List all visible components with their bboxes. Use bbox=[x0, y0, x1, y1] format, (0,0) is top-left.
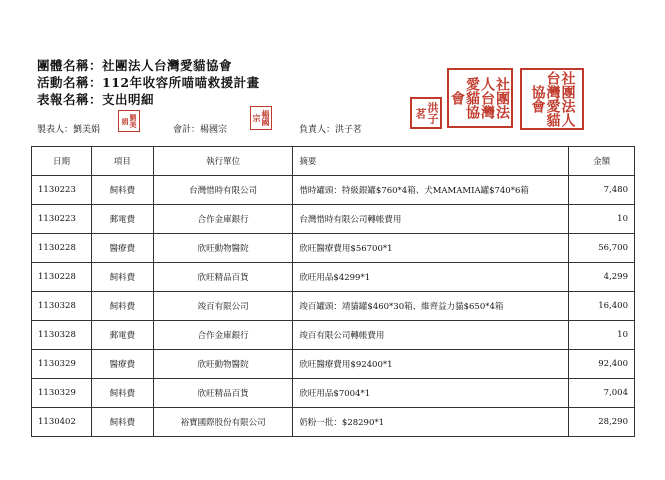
organization-name: 團體名稱：社團法人台灣愛貓協會 bbox=[37, 58, 233, 73]
table-row bbox=[32, 205, 635, 234]
cell-date: 1130228 bbox=[32, 234, 92, 263]
report-name: 表報名稱：支出明細 bbox=[37, 92, 155, 107]
table-row bbox=[32, 234, 635, 263]
organization-seal-1: 社團法人台灣愛貓協會 bbox=[447, 68, 513, 128]
cell-unit: 欣旺動物醫院 bbox=[153, 234, 293, 263]
cell-date: 1130328 bbox=[32, 321, 92, 350]
cell-date: 1130223 bbox=[32, 176, 92, 205]
table-row bbox=[32, 379, 635, 408]
table-header-row bbox=[32, 147, 635, 176]
table-row bbox=[32, 321, 635, 350]
document-header bbox=[37, 57, 260, 108]
organization-seal-2: 社團法人台灣愛貓協會 bbox=[520, 68, 584, 130]
cell-unit: 竣百有限公司 bbox=[153, 292, 293, 321]
cell-description: 奶粉一批：$28290*1 bbox=[293, 408, 569, 437]
table-row bbox=[32, 292, 635, 321]
table-row bbox=[32, 408, 635, 437]
table-row bbox=[32, 176, 635, 205]
preparer-seal: 劉美娟 bbox=[118, 110, 140, 132]
cell-amount: 4,299 bbox=[569, 263, 635, 292]
cell-date: 1130329 bbox=[32, 379, 92, 408]
cell-amount: 7,480 bbox=[569, 176, 635, 205]
cell-unit: 台灣惜時有限公司 bbox=[153, 176, 293, 205]
cell-unit: 裕寶國際股份有限公司 bbox=[153, 408, 293, 437]
cell-unit: 合作金庫銀行 bbox=[153, 205, 293, 234]
cell-item: 醫療費 bbox=[91, 234, 153, 263]
responsible-label: 負責人：洪子茗 bbox=[299, 125, 363, 135]
table-row bbox=[32, 263, 635, 292]
column-header-amount: 金額 bbox=[569, 147, 635, 176]
column-header-item: 項目 bbox=[91, 147, 153, 176]
cell-unit: 欣旺動物醫院 bbox=[153, 350, 293, 379]
cell-amount: 92,400 bbox=[569, 350, 635, 379]
cell-description: 欣旺醫療費用$92400*1 bbox=[293, 350, 569, 379]
cell-item: 醫療費 bbox=[91, 350, 153, 379]
cell-item: 飼料費 bbox=[91, 176, 153, 205]
cell-unit: 欣旺精品百貨 bbox=[153, 263, 293, 292]
cell-date: 1130402 bbox=[32, 408, 92, 437]
cell-item: 飼料費 bbox=[91, 379, 153, 408]
cell-description: 台灣惜時有限公司轉帳費用 bbox=[293, 205, 569, 234]
cell-item: 郵電費 bbox=[91, 321, 153, 350]
cell-description: 欣旺醫療費用$56700*1 bbox=[293, 234, 569, 263]
cell-unit: 欣旺精品百貨 bbox=[153, 379, 293, 408]
cell-item: 郵電費 bbox=[91, 205, 153, 234]
cell-item: 飼料費 bbox=[91, 408, 153, 437]
cell-description: 欣旺用品$7004*1 bbox=[293, 379, 569, 408]
cell-amount: 7,004 bbox=[569, 379, 635, 408]
cell-date: 1130223 bbox=[32, 205, 92, 234]
table-row bbox=[32, 350, 635, 379]
cell-description: 竣百罐頭：靖貓罐$460*30箱、維齊益力貓$650*4箱 bbox=[293, 292, 569, 321]
cell-date: 1130228 bbox=[32, 263, 92, 292]
responsible-seal: 洪子茗 bbox=[410, 97, 442, 129]
preparer-label: 製表人：劉美娟 bbox=[37, 125, 101, 135]
cell-amount: 56,700 bbox=[569, 234, 635, 263]
column-header-unit: 執行單位 bbox=[153, 147, 293, 176]
event-name: 活動名稱：112年收容所喵喵救援計畫 bbox=[37, 75, 260, 90]
cell-unit: 合作金庫銀行 bbox=[153, 321, 293, 350]
cell-description: 惜時罐頭：特級銀罐$760*4箱、犬MAMAMIA罐$740*6箱 bbox=[293, 176, 569, 205]
cell-date: 1130328 bbox=[32, 292, 92, 321]
cell-item: 飼料費 bbox=[91, 292, 153, 321]
signature-row bbox=[37, 120, 637, 136]
accountant-label: 會計：楊國宗 bbox=[173, 125, 228, 135]
cell-amount: 10 bbox=[569, 205, 635, 234]
expense-table bbox=[31, 146, 635, 437]
cell-item: 飼料費 bbox=[91, 263, 153, 292]
column-header-description: 摘要 bbox=[293, 147, 569, 176]
cell-amount: 10 bbox=[569, 321, 635, 350]
cell-description: 竣百有限公司轉帳費用 bbox=[293, 321, 569, 350]
cell-amount: 16,400 bbox=[569, 292, 635, 321]
cell-description: 欣旺用品$4299*1 bbox=[293, 263, 569, 292]
cell-amount: 28,290 bbox=[569, 408, 635, 437]
accountant-seal: 楊國宗 bbox=[250, 106, 272, 130]
cell-date: 1130329 bbox=[32, 350, 92, 379]
column-header-date: 日期 bbox=[32, 147, 92, 176]
